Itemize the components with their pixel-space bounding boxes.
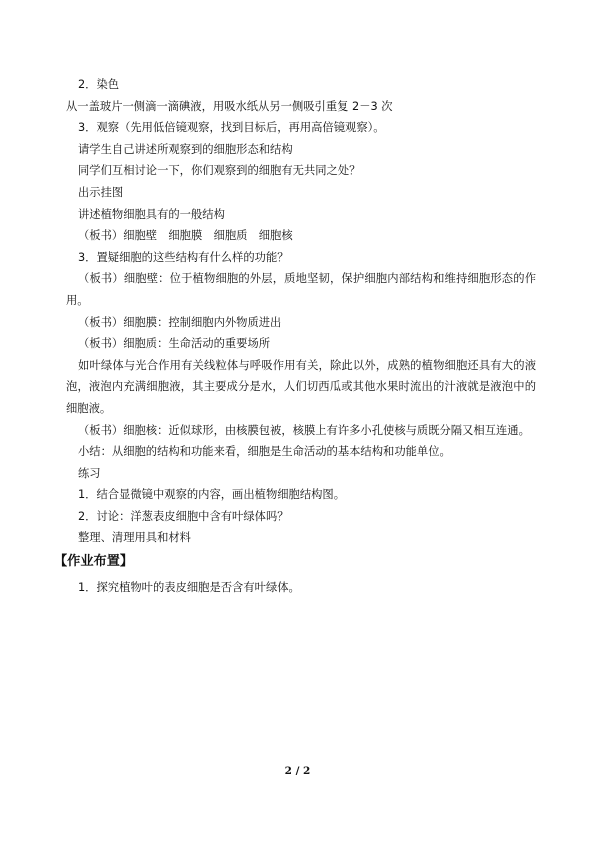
homework-heading: 【作业布置】 bbox=[54, 554, 134, 570]
homework-item: 1．探究植物叶的表皮细胞是否含有叶绿体。 bbox=[78, 581, 300, 595]
cytoplasm-line: （板书）细胞质：生命活动的重要场所 bbox=[78, 337, 271, 351]
practice-item: 1．结合显微镜中观察的内容，画出植物细胞结构图。 bbox=[78, 488, 346, 502]
describe-structure-line: 讲述植物细胞具有的一般结构 bbox=[78, 207, 225, 221]
board-structures-line: （板书）细胞壁 细胞膜 细胞质 细胞核 bbox=[78, 229, 293, 243]
nucleus-paragraph: （板书）细胞核：近似球形，由核膜包被，核膜上有许多小孔使核与质既分隔又相互连通。 bbox=[78, 423, 530, 437]
discussion-line: 同学们互相讨论一下，你们观察到的细胞有无共同之处？ bbox=[78, 164, 361, 178]
function-question-line: 3．置疑细胞的这些结构有什么样的功能？ bbox=[78, 250, 289, 264]
organelle-paragraph: 如叶绿体与光合作用有关线粒体与呼吸作用有关，除此以外，成熟的植物细胞还具有大的液泡，液泡内充满细胞液，其主要成分是水，人们切西瓜或其他水果时流出的汁液就是液泡中的细胞液。 bbox=[66, 358, 536, 415]
practice-title: 练习 bbox=[78, 466, 101, 480]
step-stain-title: 2．染色 bbox=[78, 78, 120, 91]
step-stain-instruction: 从一盖玻片一侧滴一滴碘液，用吸水纸从另一侧吸引重复 2－3 次 bbox=[66, 99, 393, 113]
summary-line: 小结：从细胞的结构和功能来看，细胞是生命活动的基本结构和功能单位。 bbox=[78, 445, 451, 459]
student-describe-line: 请学生自己讲述所观察到的细胞形态和结构 bbox=[78, 142, 293, 156]
cleanup-line: 整理、清理用具和材料 bbox=[78, 531, 191, 545]
document-body bbox=[54, 74, 536, 599]
step-observe-title: 3．观察（先用低倍镜观察，找到目标后，再用高倍镜观察）。 bbox=[78, 121, 385, 135]
practice-item: 2．讨论：洋葱表皮细胞中含有叶绿体吗？ bbox=[78, 509, 289, 523]
show-chart-line: 出示挂图 bbox=[78, 185, 124, 199]
page-number: 2 / 2 bbox=[284, 765, 311, 777]
cell-wall-paragraph: （板书）细胞壁：位于植物细胞的外层，质地坚韧，保护细胞内部结构和维持细胞形态的作用。 bbox=[66, 272, 536, 307]
cell-membrane-line: （板书）细胞膜：控制细胞内外物质进出 bbox=[78, 315, 282, 329]
